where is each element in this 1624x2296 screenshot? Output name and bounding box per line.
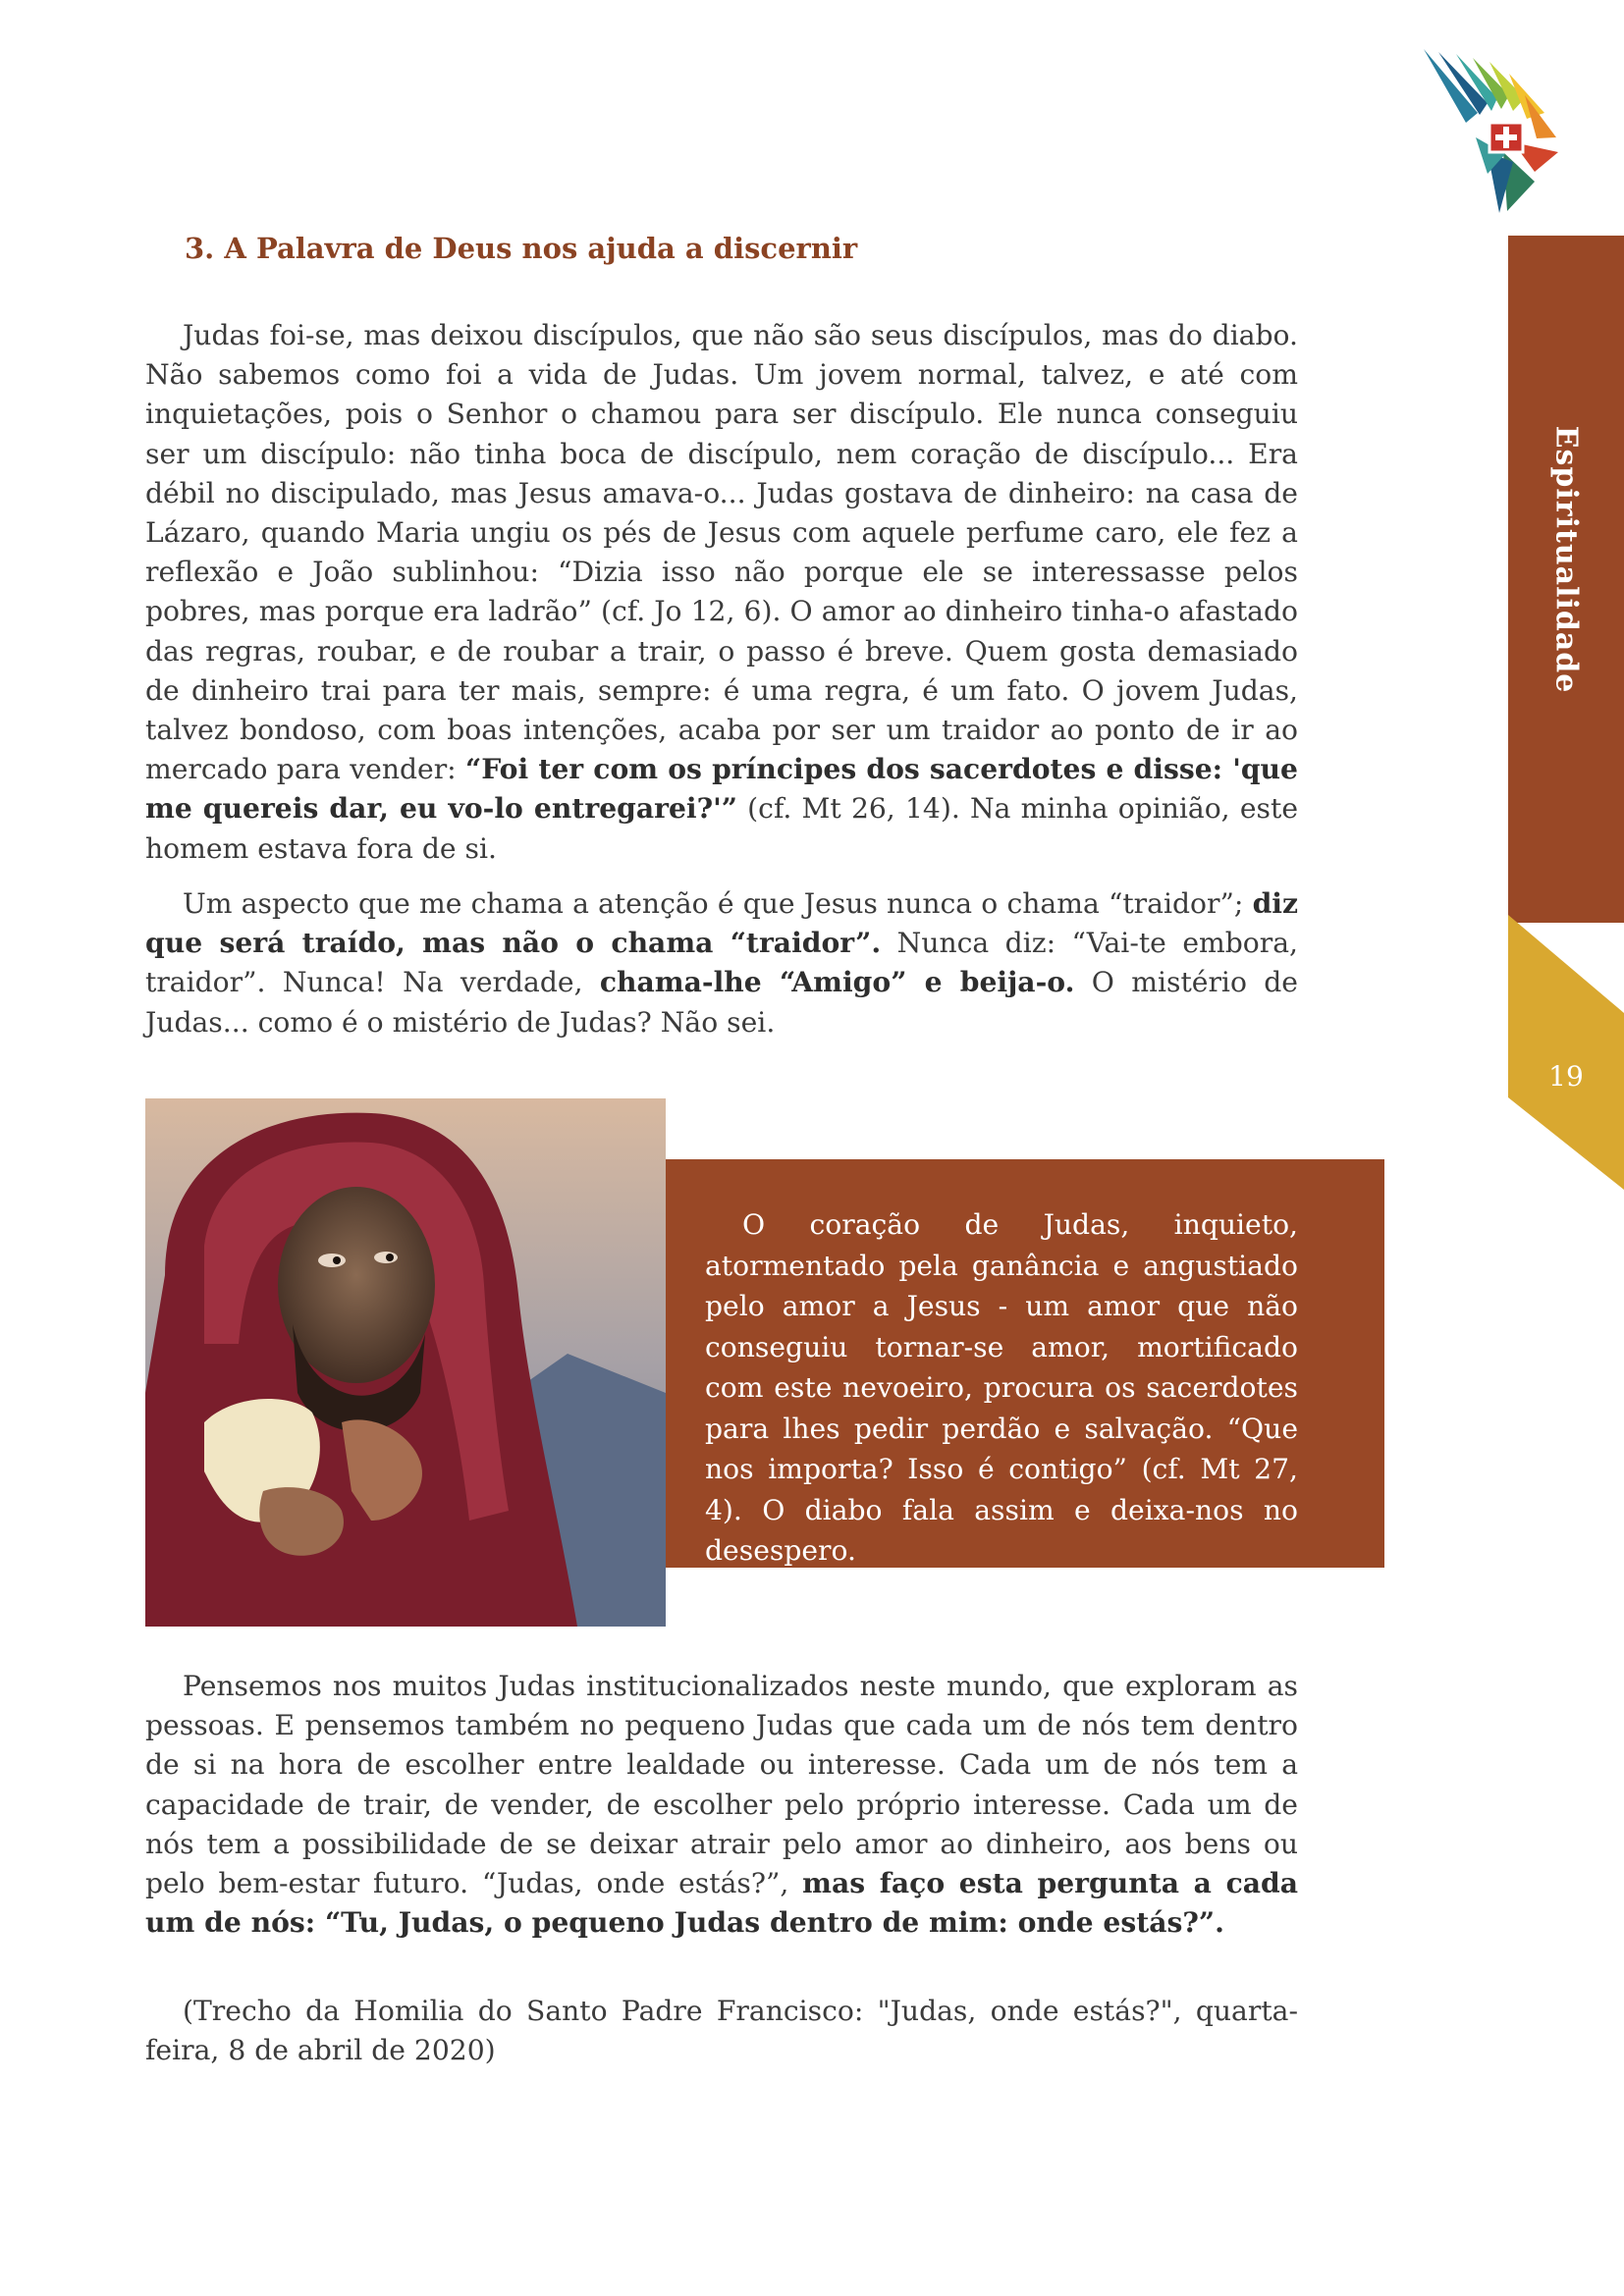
paragraph-text: Nunca diz: “Vai-te embora, traidor”. Nunca! Na verdade, bbox=[145, 927, 1298, 999]
quote-text: O coração de Judas, inquieto, atormentado pela ganância e angustiado pelo amor a Jesus - um amor que não conseguiu tornar-se amor, mortificado com este nevoeiro, procura os sacerdotes para lhes pedir perdão e salvação. “Que nos importa? Isso é contigo” (cf. Mt 27, 4). O diabo fala assim e deixa-nos no desespero. bbox=[705, 1208, 1298, 1567]
paragraph-2 bbox=[145, 884, 1298, 1042]
section-label: Espiritualidade bbox=[1548, 425, 1584, 694]
page-number: 19 bbox=[1548, 1060, 1584, 1093]
quote-box bbox=[666, 1159, 1384, 1568]
paragraph-text: Judas foi-se, mas deixou discípulos, que não são seus discípulos, mas do diabo. Não sabemos como foi a vida de Judas. Um jovem normal, talvez, e até com inquietações, pois o Senhor o chamou para ser discípulo. Ele nunca conseguiu ser um discípulo: não tinha boca de discípulo, nem coração de discípulo... Era débil no discipulado, mas Jesus amava-o... Judas gostava de dinheiro: na casa de Lázaro, quando Maria ungiu os pés de Jesus com aquele perfume caro, ele fez a reflexão e João sublinhou: “Dizia isso não porque ele se interessasse pelos pobres, mas porque era ladrão” (cf. Jo 12, 6). O amor ao dinheiro tinha-o afastado das regras, roubar, e de roubar a trair, o passo é breve. Quem gosta demasiado de dinheiro trai para ter mais, sempre: é uma regra, é um fato. O jovem Judas, talvez bondoso, com boas intenções, acaba por ser um traidor ao ponto de ir ao mercado para vender: bbox=[145, 319, 1298, 786]
paragraph-1 bbox=[145, 316, 1298, 869]
paragraph-3 bbox=[145, 1667, 1298, 1943]
judas-painting bbox=[145, 1098, 666, 1627]
bold-text: chama-lhe “Amigo” e beija-o. bbox=[599, 966, 1075, 999]
section-tab bbox=[1508, 236, 1624, 923]
paragraph-text: (cf. Mt 26, 14). Na minha opinião, este homem estava fora de si. bbox=[145, 792, 1298, 865]
paragraph-text: O mistério de Judas... como é o mistério de Judas? Não sei. bbox=[145, 966, 1298, 1039]
source-note: (Trecho da Homilia do Santo Padre Francisco: "Judas, onde estás?", quarta-feira, 8 de abril de 2020) bbox=[145, 1995, 1298, 2067]
logo-icon bbox=[1419, 44, 1566, 221]
paragraph-text: Pensemos nos muitos Judas institucionalizados neste mundo, que exploram as pessoas. E pensemos também no pequeno Judas que cada um de nós tem dentro de si na hora de escolher entre lealdade ou interesse. Cada um de nós tem a capacidade de trair, de vender, de escolher pelo próprio interesse. Cada um de nós tem a possibilidade de se deixar atrair pelo amor ao dinheiro, aos bens ou pelo bem-estar futuro. “Judas, onde estás?”, bbox=[145, 1670, 1298, 1900]
paragraph-text: Um aspecto que me chama a atenção é que Jesus nunca o chama “traidor”; bbox=[183, 887, 1253, 920]
page-number-shape bbox=[1508, 915, 1624, 1190]
section-heading: 3. A Palavra de Deus nos ajuda a discernir bbox=[185, 232, 858, 265]
bold-quote: “Foi ter com os príncipes dos sacerdotes e disse: 'que me quereis dar, eu vo-lo entregarei?'” bbox=[145, 753, 1298, 826]
bold-text: mas faço esta pergunta a cada um de nós: “Tu, Judas, o pequeno Judas dentro de mim: onde estás?”. bbox=[145, 1867, 1298, 1940]
bold-text: diz que será traído, mas não o chama “traidor”. bbox=[145, 887, 1298, 960]
